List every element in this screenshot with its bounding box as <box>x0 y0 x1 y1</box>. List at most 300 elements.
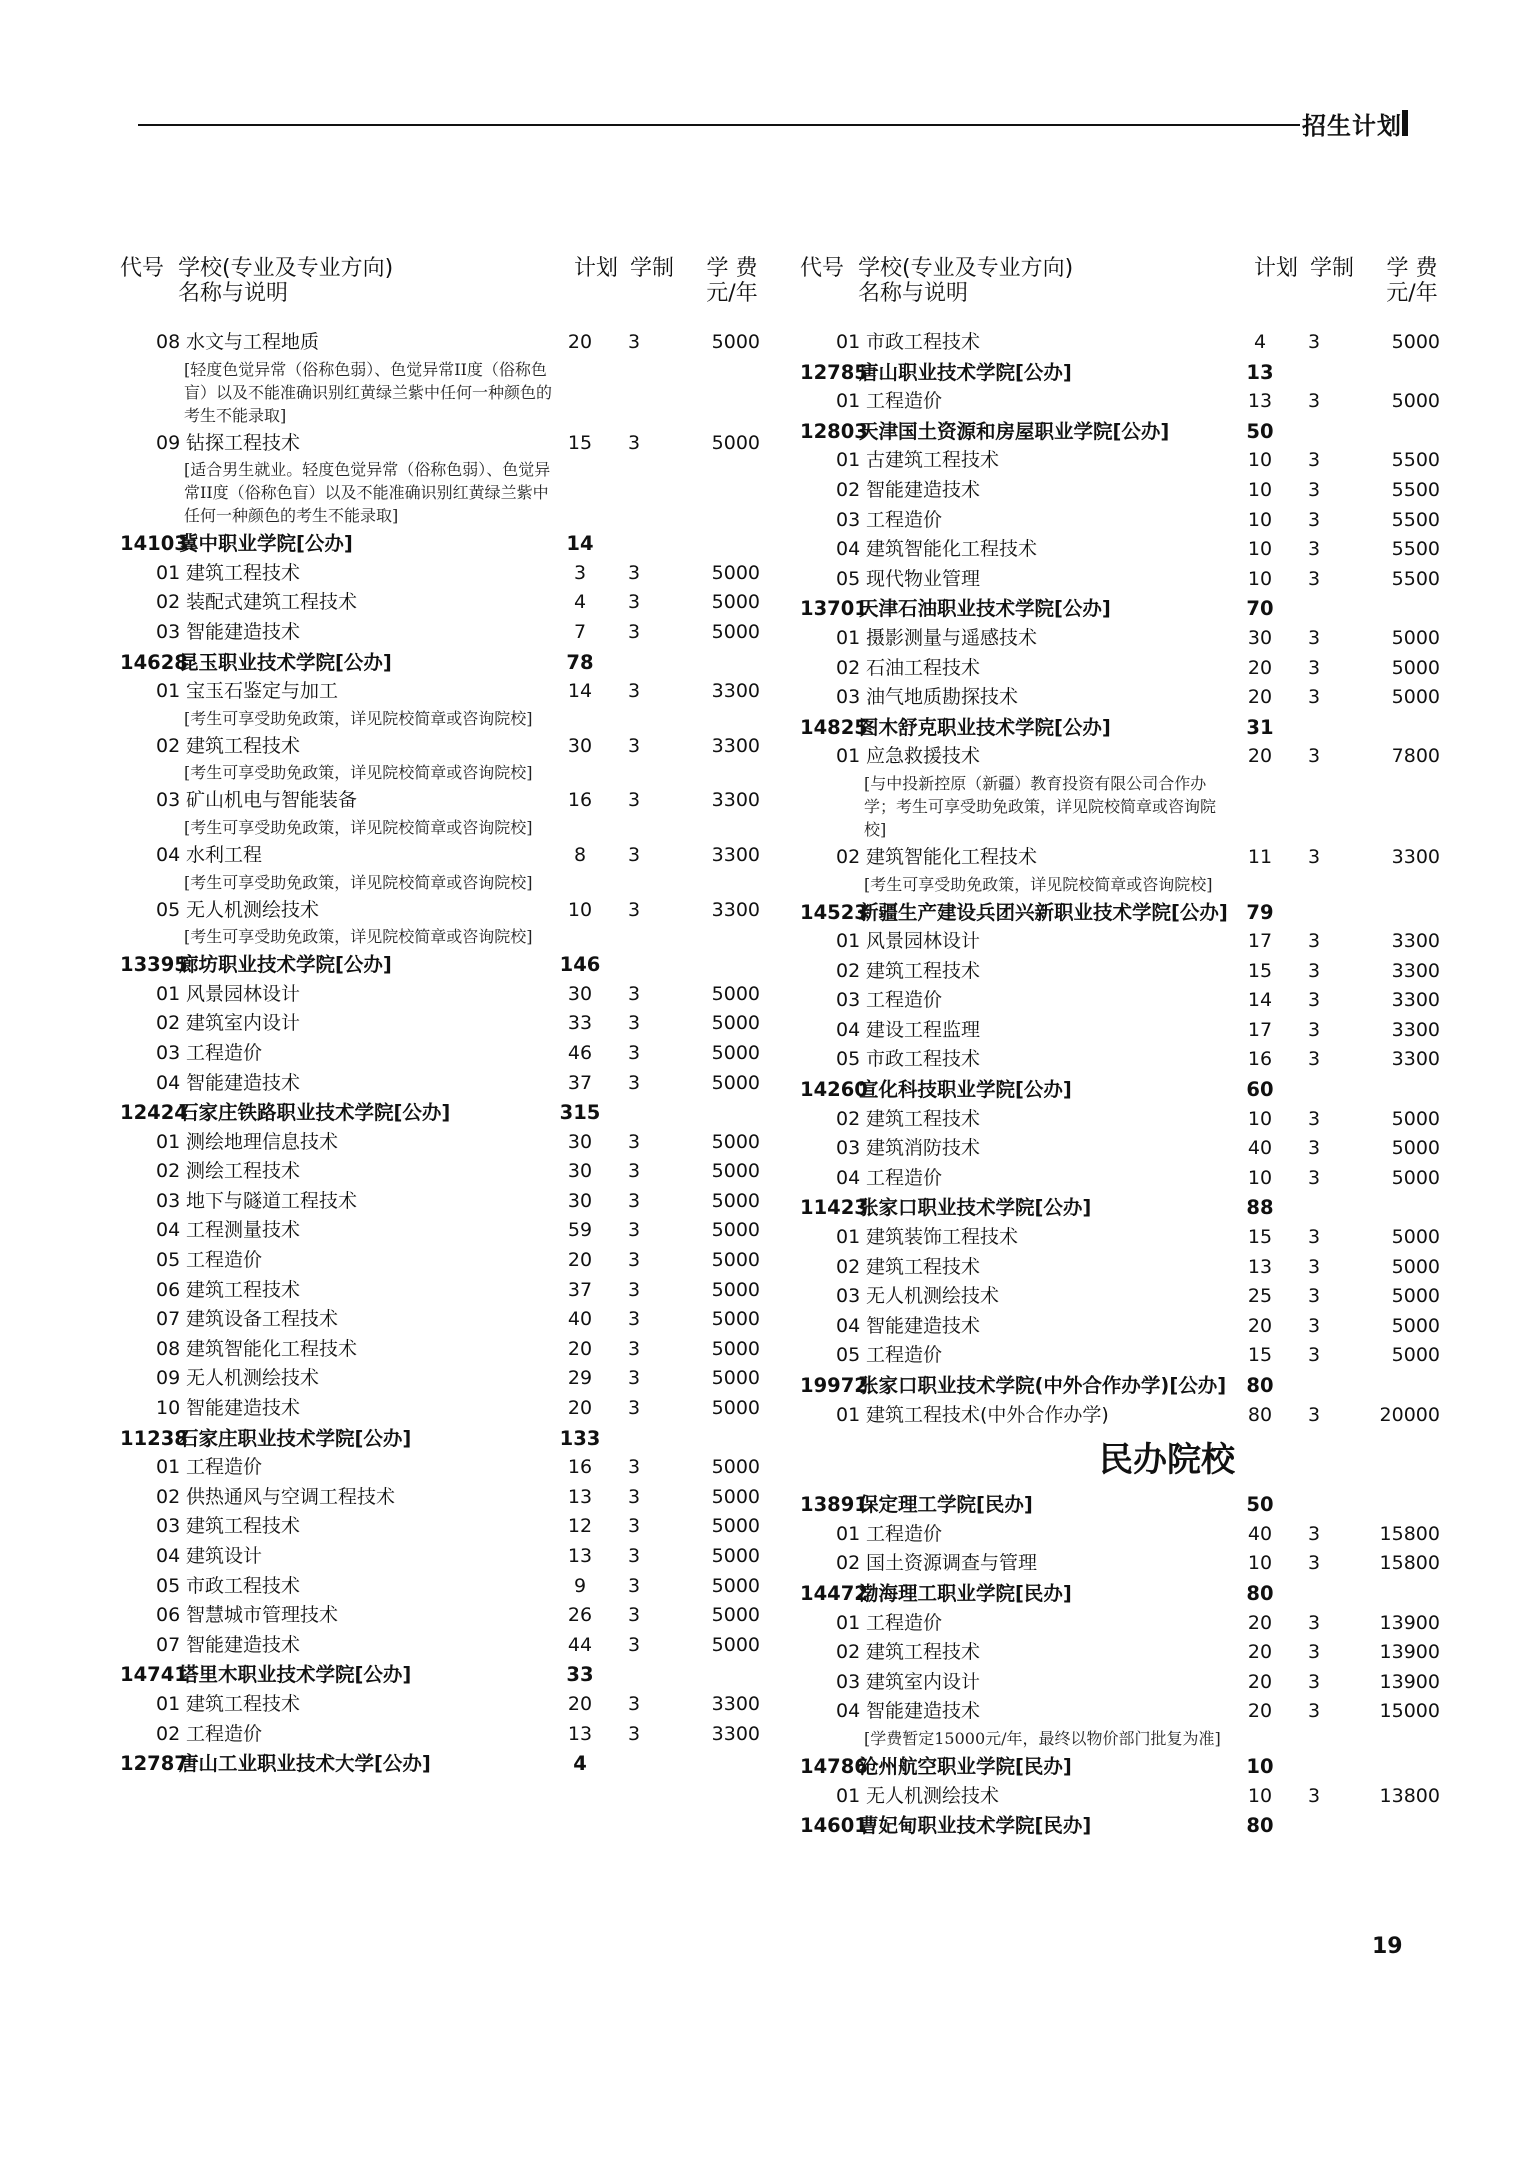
major-code: 01 <box>836 745 861 768</box>
major-plan: 20 <box>1247 1641 1273 1664</box>
major-row <box>112 1039 760 1069</box>
note-text: [与中投新控原（新疆）教育投资有限公司合作办学；考生可享受助免政策，详见院校简章或咨询院校] <box>864 773 1217 839</box>
major-name: 智能建造技术 <box>186 620 301 643</box>
school-plan: 80 <box>1246 1814 1274 1838</box>
major-plan: 20 <box>567 1692 593 1715</box>
major-code: 01 <box>836 449 861 472</box>
header-length: 学制 <box>630 256 675 281</box>
major-plan: 11 <box>1247 845 1273 868</box>
header-name-line2: 名称与说明 <box>858 281 969 306</box>
major-plan: 14 <box>1247 989 1273 1012</box>
major-code: 05 <box>836 567 861 590</box>
major-fee: 5000 <box>711 982 760 1005</box>
major-row <box>112 588 760 618</box>
school-name: 曹妃甸职业技术学院[民办] <box>859 1814 1092 1838</box>
major-fee: 5000 <box>711 1485 760 1508</box>
major-plan: 80 <box>1247 1403 1273 1426</box>
school-plan: 70 <box>1246 597 1274 621</box>
major-code: 05 <box>836 1344 861 1367</box>
major-fee: 5000 <box>1391 390 1440 413</box>
section-title: 招生计划 <box>1302 112 1402 140</box>
major-name: 钻探工程技术 <box>186 431 301 454</box>
major-length: 3 <box>1307 567 1321 590</box>
major-fee: 5000 <box>711 1574 760 1597</box>
school-plan: 60 <box>1246 1078 1274 1102</box>
major-row <box>112 1246 760 1276</box>
school-row <box>792 713 1432 743</box>
major-code: 02 <box>836 959 861 982</box>
major-fee: 13800 <box>1379 1784 1440 1807</box>
major-row <box>792 1697 1440 1727</box>
school-row <box>112 1424 752 1454</box>
major-code: 02 <box>836 656 861 679</box>
major-code: 05 <box>156 1249 181 1272</box>
school-code: 14103 <box>120 532 188 556</box>
major-fee: 5000 <box>1391 331 1440 353</box>
school-code: 14601 <box>800 1814 868 1838</box>
major-code: 01 <box>836 1226 861 1249</box>
major-plan: 37 <box>567 1278 593 1301</box>
major-length: 3 <box>1307 1285 1321 1308</box>
major-length: 3 <box>1307 1784 1321 1807</box>
major-row <box>792 1341 1440 1371</box>
major-row <box>112 1542 760 1572</box>
major-code: 09 <box>156 431 181 454</box>
major-code: 04 <box>156 1071 181 1094</box>
major-row <box>112 618 760 648</box>
major-code: 05 <box>156 1574 181 1597</box>
header-name-line2: 名称与说明 <box>178 281 289 306</box>
major-fee: 5000 <box>711 1012 760 1035</box>
major-plan: 13 <box>1247 1255 1273 1278</box>
major-code: 02 <box>156 734 181 757</box>
school-code: 19972 <box>800 1374 868 1397</box>
school-plan: 14 <box>566 532 594 556</box>
major-row <box>112 1720 760 1750</box>
major-name: 工程造价 <box>866 390 943 413</box>
major-fee: 3300 <box>1391 989 1440 1012</box>
school-row <box>112 1660 752 1690</box>
major-code: 01 <box>836 1522 861 1545</box>
major-plan: 30 <box>567 734 593 757</box>
header-name-line1: 学校(专业及专业方向) <box>178 256 394 281</box>
major-length: 3 <box>627 1515 641 1538</box>
header-fee-line1: 学 费 <box>706 256 758 281</box>
major-length: 3 <box>627 1071 641 1094</box>
major-fee: 3300 <box>711 898 760 921</box>
major-fee: 5500 <box>1391 538 1440 561</box>
major-length: 3 <box>627 789 641 812</box>
major-plan: 46 <box>567 1041 593 1064</box>
major-name: 风景园林设计 <box>866 930 981 953</box>
major-fee: 15000 <box>1379 1700 1440 1723</box>
major-row <box>112 559 760 589</box>
major-row <box>792 986 1440 1016</box>
major-row <box>112 1335 760 1365</box>
major-name: 建设工程监理 <box>866 1018 981 1041</box>
major-name: 工程造价 <box>866 1166 943 1189</box>
major-name: 测绘地理信息技术 <box>186 1130 339 1153</box>
major-length: 3 <box>1307 1552 1321 1575</box>
school-name: 天津石油职业技术学院[公办] <box>859 597 1111 621</box>
major-plan: 12 <box>567 1515 593 1538</box>
major-name: 现代物业管理 <box>866 567 981 590</box>
major-code: 02 <box>836 1255 861 1278</box>
major-code: 01 <box>156 561 181 584</box>
major-code: 02 <box>836 478 861 501</box>
major-plan: 40 <box>1247 1522 1273 1545</box>
major-row <box>112 1690 760 1720</box>
major-row <box>792 843 1440 873</box>
school-row <box>112 950 752 980</box>
major-name: 工程造价 <box>186 1041 263 1064</box>
major-name: 工程造价 <box>866 508 943 531</box>
major-name: 油气地质勘探技术 <box>866 686 1019 709</box>
school-name: 冀中职业学院[公办] <box>179 532 353 556</box>
major-length: 3 <box>627 561 641 584</box>
major-fee: 5000 <box>1391 1344 1440 1367</box>
major-code: 03 <box>836 1670 861 1693</box>
major-name: 智能建造技术 <box>186 1397 301 1420</box>
major-length: 3 <box>627 620 641 643</box>
school-code: 14786 <box>800 1754 868 1778</box>
page-number: 19 <box>1372 1934 1403 1959</box>
school-plan: 13 <box>1246 360 1274 384</box>
major-fee: 3300 <box>1391 930 1440 953</box>
major-code: 03 <box>836 989 861 1012</box>
major-fee: 5000 <box>1391 1285 1440 1308</box>
major-plan: 20 <box>1247 745 1273 768</box>
major-plan: 16 <box>1247 1048 1273 1071</box>
header-fee <box>1382 256 1442 306</box>
major-length: 3 <box>1307 508 1321 531</box>
major-name: 工程造价 <box>186 1249 263 1272</box>
major-row <box>792 1782 1440 1812</box>
major-name: 建筑设备工程技术 <box>186 1308 339 1331</box>
major-name: 建筑工程技术(中外合作办学) <box>866 1403 1109 1426</box>
major-length: 3 <box>1307 1255 1321 1278</box>
major-code: 01 <box>156 1456 181 1479</box>
major-length: 3 <box>1307 331 1321 353</box>
major-code: 02 <box>156 591 181 614</box>
header-plan: 计划 <box>1254 256 1299 281</box>
major-plan: 20 <box>1247 656 1273 679</box>
school-code: 14825 <box>800 715 868 739</box>
major-fee: 15800 <box>1379 1552 1440 1575</box>
major-code: 02 <box>156 1012 181 1035</box>
major-plan: 13 <box>567 1485 593 1508</box>
note-text: [考生可享受助免政策，详见院校简章或咨询院校] <box>184 872 533 892</box>
school-code: 11238 <box>120 1426 188 1450</box>
major-plan: 25 <box>1247 1285 1273 1308</box>
school-row <box>792 1371 1432 1401</box>
major-fee: 13900 <box>1379 1670 1440 1693</box>
major-plan: 10 <box>1247 1784 1273 1807</box>
major-name: 市政工程技术 <box>186 1574 301 1597</box>
school-plan: 146 <box>559 953 601 977</box>
major-code: 06 <box>156 1604 181 1627</box>
major-length: 3 <box>1307 989 1321 1012</box>
major-row <box>792 446 1440 476</box>
major-code: 03 <box>836 1137 861 1160</box>
major-code: 01 <box>156 680 181 703</box>
major-code: 01 <box>156 1692 181 1715</box>
major-row <box>112 1157 760 1187</box>
major-row <box>792 1312 1440 1342</box>
major-name: 智能建造技术 <box>866 478 981 501</box>
major-row <box>792 1282 1440 1312</box>
major-length: 3 <box>1307 1137 1321 1160</box>
major-plan: 10 <box>1247 1166 1273 1189</box>
school-code: 12424 <box>120 1101 188 1125</box>
major-row <box>792 1609 1440 1639</box>
school-code: 13701 <box>800 597 868 621</box>
major-row <box>112 328 760 358</box>
major-plan: 59 <box>567 1219 593 1242</box>
major-fee: 3300 <box>711 680 760 703</box>
major-fee: 5000 <box>711 1337 760 1360</box>
note-text: [考生可享受助免政策，详见院校简章或咨询院校] <box>864 874 1213 894</box>
major-plan: 8 <box>573 843 587 866</box>
major-row <box>112 429 760 459</box>
school-row <box>112 1749 752 1779</box>
major-row <box>112 896 760 926</box>
school-plan: 79 <box>1246 900 1274 924</box>
major-plan: 14 <box>567 680 593 703</box>
major-fee: 5000 <box>1391 1314 1440 1337</box>
major-fee: 3300 <box>1391 1048 1440 1071</box>
major-name: 智能建造技术 <box>866 1700 981 1723</box>
major-name: 宝玉石鉴定与加工 <box>186 680 339 703</box>
major-plan: 33 <box>567 1012 593 1035</box>
major-name: 石油工程技术 <box>866 656 981 679</box>
school-row <box>792 1193 1432 1223</box>
major-name: 工程造价 <box>866 1344 943 1367</box>
major-plan: 17 <box>1247 1018 1273 1041</box>
major-name: 建筑工程技术 <box>866 1107 981 1130</box>
header-plan: 计划 <box>574 256 619 281</box>
major-length: 3 <box>627 591 641 614</box>
major-length: 3 <box>627 331 641 353</box>
major-plan: 17 <box>1247 930 1273 953</box>
major-plan: 13 <box>567 1722 593 1745</box>
major-code: 01 <box>836 1784 861 1807</box>
major-code: 04 <box>836 1700 861 1723</box>
major-length: 3 <box>1307 686 1321 709</box>
major-fee: 5500 <box>1391 567 1440 590</box>
header-fee-line2: 元/年 <box>1386 281 1438 306</box>
major-length: 3 <box>1307 1522 1321 1545</box>
major-row <box>792 1134 1440 1164</box>
major-name: 摄影测量与遥感技术 <box>866 626 1038 649</box>
major-plan: 10 <box>1247 508 1273 531</box>
major-name: 工程造价 <box>186 1456 263 1479</box>
school-name: 张家口职业技术学院[公办] <box>859 1196 1092 1220</box>
left-column-header <box>112 256 758 312</box>
major-length: 3 <box>627 1633 641 1656</box>
major-name: 建筑智能化工程技术 <box>186 1337 358 1360</box>
major-plan: 20 <box>1247 1611 1273 1634</box>
major-length: 3 <box>1307 845 1321 868</box>
major-fee: 5000 <box>1391 656 1440 679</box>
header-code: 代号 <box>800 256 845 281</box>
major-row <box>792 1045 1440 1075</box>
major-length: 3 <box>627 843 641 866</box>
major-length: 3 <box>627 1397 641 1420</box>
header-name-line1: 学校(专业及专业方向) <box>858 256 1074 281</box>
major-fee: 5000 <box>711 1219 760 1242</box>
major-row <box>112 1364 760 1394</box>
major-length: 3 <box>1307 390 1321 413</box>
major-length: 3 <box>627 1189 641 1212</box>
school-code: 12785 <box>800 360 868 384</box>
school-plan: 50 <box>1246 419 1274 443</box>
major-plan: 3 <box>573 561 587 584</box>
major-fee: 5000 <box>711 1397 760 1420</box>
major-plan: 4 <box>573 591 587 614</box>
major-length: 3 <box>1307 656 1321 679</box>
major-name: 测绘工程技术 <box>186 1160 301 1183</box>
major-length: 3 <box>1307 449 1321 472</box>
major-code: 04 <box>156 1545 181 1567</box>
school-plan: 31 <box>1246 715 1274 739</box>
major-row <box>112 732 760 762</box>
major-fee: 5000 <box>711 1456 760 1479</box>
major-fee: 5000 <box>711 331 760 353</box>
major-name: 装配式建筑工程技术 <box>186 591 358 614</box>
major-fee: 5000 <box>1391 1166 1440 1189</box>
major-code: 03 <box>156 789 181 812</box>
major-length: 3 <box>1307 626 1321 649</box>
major-row <box>792 565 1440 595</box>
major-row <box>792 1668 1440 1698</box>
major-code: 09 <box>156 1367 181 1390</box>
major-name: 智能建造技术 <box>186 1071 301 1094</box>
major-name: 建筑智能化工程技术 <box>866 538 1038 561</box>
major-fee: 5500 <box>1391 449 1440 472</box>
note-text: [考生可享受助免政策，详见院校简章或咨询院校] <box>184 927 533 947</box>
major-length: 3 <box>1307 1226 1321 1249</box>
header-fee-line1: 学 费 <box>1386 256 1438 281</box>
major-fee: 3300 <box>1391 845 1440 868</box>
major-length: 3 <box>627 982 641 1005</box>
major-fee: 5000 <box>711 1160 760 1183</box>
major-code: 05 <box>836 1048 861 1071</box>
major-row <box>112 1631 760 1661</box>
school-row <box>792 898 1432 928</box>
major-row <box>112 1512 760 1542</box>
major-row <box>792 535 1440 565</box>
major-fee: 5000 <box>711 1130 760 1153</box>
major-code: 02 <box>156 1722 181 1745</box>
major-name: 建筑工程技术 <box>186 1278 301 1301</box>
major-code: 02 <box>836 1641 861 1664</box>
major-plan: 10 <box>1247 1107 1273 1130</box>
major-length: 3 <box>1307 1403 1321 1426</box>
major-code: 07 <box>156 1308 181 1331</box>
major-name: 无人机测绘技术 <box>866 1285 1000 1308</box>
note-text: [考生可享受助免政策，详见院校简章或咨询院校] <box>184 763 533 783</box>
major-plan: 15 <box>1247 1226 1273 1249</box>
major-fee: 5000 <box>711 1308 760 1331</box>
major-row <box>112 1128 760 1158</box>
major-length: 3 <box>627 1692 641 1715</box>
major-row <box>792 328 1440 358</box>
major-name: 建筑消防技术 <box>866 1137 981 1160</box>
major-plan: 16 <box>567 789 593 812</box>
major-length: 3 <box>1307 1166 1321 1189</box>
major-row <box>792 1223 1440 1253</box>
major-name: 建筑工程技术 <box>186 734 301 757</box>
header-fee <box>702 256 762 306</box>
major-length: 3 <box>1307 1641 1321 1664</box>
school-name: 石家庄职业技术学院[公办] <box>179 1426 412 1450</box>
school-name: 石家庄铁路职业技术学院[公办] <box>179 1101 451 1125</box>
school-name: 唐山工业职业技术大学[公办] <box>179 1752 431 1776</box>
school-name: 新疆生产建设兵团兴新职业技术学院[公办] <box>859 900 1228 924</box>
school-row <box>792 1752 1432 1782</box>
left-rows <box>112 328 760 1779</box>
major-plan: 44 <box>567 1633 593 1656</box>
major-length: 3 <box>627 1249 641 1272</box>
major-plan: 20 <box>567 1337 593 1360</box>
major-row <box>112 980 760 1010</box>
major-length: 3 <box>627 1041 641 1064</box>
major-fee: 5000 <box>711 591 760 614</box>
school-name: 天津国土资源和房屋职业学院[公办] <box>859 419 1170 443</box>
major-length: 3 <box>1307 1314 1321 1337</box>
major-row <box>792 927 1440 957</box>
major-name: 建筑工程技术 <box>866 959 981 982</box>
major-plan: 30 <box>567 1160 593 1183</box>
school-plan: 10 <box>1246 1754 1274 1778</box>
school-code: 12803 <box>800 419 868 443</box>
major-name: 风景园林设计 <box>186 982 301 1005</box>
major-code: 02 <box>836 845 861 868</box>
note-text: [轻度色觉异常（俗称色弱）、色觉异常II度（俗称色盲）以及不能准确识别红黄绿兰紫中任何一种颜色的考生不能录取] <box>184 359 553 425</box>
major-fee: 5000 <box>711 1367 760 1390</box>
major-fee: 3300 <box>1391 959 1440 982</box>
major-name: 无人机测绘技术 <box>866 1784 1000 1807</box>
major-fee: 20000 <box>1379 1403 1440 1426</box>
major-fee: 3300 <box>711 843 760 866</box>
major-plan: 37 <box>567 1071 593 1094</box>
major-length: 3 <box>627 898 641 921</box>
major-row <box>112 1483 760 1513</box>
major-plan: 10 <box>567 898 593 921</box>
header-name <box>178 256 393 306</box>
major-plan: 30 <box>567 982 593 1005</box>
major-length: 3 <box>627 1278 641 1301</box>
major-plan: 16 <box>567 1456 593 1479</box>
major-fee: 5000 <box>711 1249 760 1272</box>
major-row <box>792 624 1440 654</box>
major-code: 01 <box>836 626 861 649</box>
major-row <box>112 1305 760 1335</box>
major-name: 建筑工程技术 <box>186 561 301 584</box>
major-fee: 5500 <box>1391 478 1440 501</box>
major-row <box>792 1253 1440 1283</box>
major-length: 3 <box>627 1367 641 1390</box>
header-rule <box>138 124 1300 126</box>
major-name: 工程测量技术 <box>186 1219 301 1242</box>
major-name: 建筑工程技术 <box>186 1692 301 1715</box>
major-fee: 5000 <box>1391 686 1440 709</box>
school-name: 渤海理工职业学院[民办] <box>859 1581 1072 1605</box>
major-code: 04 <box>836 1018 861 1041</box>
major-plan: 4 <box>1253 331 1267 353</box>
school-code: 14628 <box>120 650 188 674</box>
